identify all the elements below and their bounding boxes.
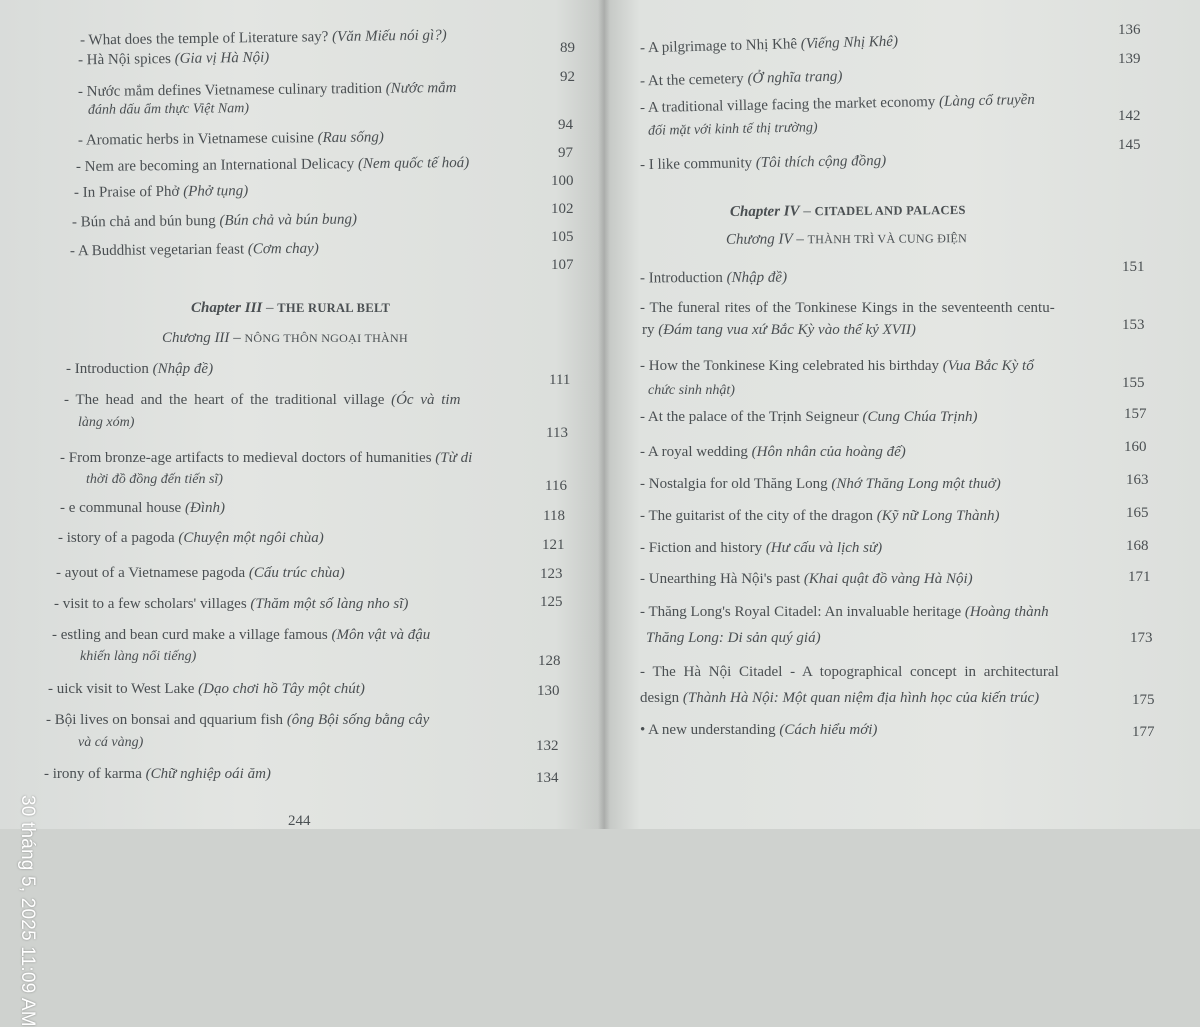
- toc-entry-continued: thời đồ đồng đến tiến sĩ): [86, 472, 223, 487]
- page-number: 171: [1128, 569, 1151, 585]
- toc-entry: - A Buddhist vegetarian feast (Cơm chay): [69, 240, 319, 260]
- page-number: 160: [1124, 439, 1147, 455]
- page-number: 139: [1118, 51, 1141, 67]
- photo-timestamp-watermark: 30 tháng 5, 2025 11:09 AM: [17, 795, 38, 1027]
- toc-entry: - A royal wedding (Hôn nhân của hoàng đế): [640, 444, 906, 460]
- toc-entry-continued: chức sinh nhật): [648, 383, 735, 398]
- toc-entry: - ayout of a Vietnamese pagoda (Cấu trúc chùa): [56, 565, 345, 581]
- chapter-heading: Chapter IV – CITADEL AND PALACES: [729, 202, 966, 221]
- toc-entry: - How the Tonkinese King celebrated his birthday (Vua Bắc Kỳ tổ: [640, 358, 1034, 374]
- toc-entry: - What does the temple of Literature say? (Văn Miếu nói gì?): [79, 27, 447, 49]
- toc-entry-continued: ry (Đám tang vua xứ Bắc Kỳ vào thế kỷ XVII): [642, 322, 916, 338]
- toc-entry-continued: đánh dấu ẩm thực Việt Nam): [87, 101, 250, 118]
- toc-entry: - uick visit to West Lake (Dạo chơi hồ Tây một chút): [48, 681, 365, 697]
- page-number: 165: [1126, 505, 1149, 521]
- toc-entry: - Introduction (Nhập đề): [66, 361, 214, 377]
- page-number: 94: [558, 117, 573, 133]
- left-page: [0, 0, 604, 829]
- toc-entry-continued: đối mặt với kinh tế thị trường): [647, 120, 818, 139]
- page-number: 105: [551, 229, 574, 245]
- toc-entry: - The funeral rites of the Tonkinese Kings in the seventeenth centu-: [640, 300, 1055, 316]
- toc-entry: - At the palace of the Trịnh Seigneur (Cung Chúa Trịnh): [640, 409, 978, 425]
- right-page: [604, 0, 1200, 829]
- toc-entry: - A pilgrimage to Nhị Khê (Viếng Nhị Khê): [639, 33, 899, 57]
- page-number: 175: [1132, 692, 1155, 708]
- folio-number: 244: [288, 813, 311, 829]
- toc-entry: - Thăng Long's Royal Citadel: An invaluable heritage (Hoàng thành: [640, 604, 1049, 620]
- toc-entry: - The head and the heart of the traditional village (Óc và tim: [64, 392, 461, 408]
- page-number: 142: [1118, 108, 1141, 124]
- page-number: 118: [543, 508, 565, 524]
- chapter-heading: Chapter III – THE RURAL BELT: [191, 300, 391, 316]
- page-number: 97: [558, 145, 573, 161]
- page-number: 107: [551, 257, 574, 273]
- toc-entry-continued: Thăng Long: Di sản quý giá): [646, 630, 821, 646]
- chapter-heading-vi: Chương IV – THÀNH TRÌ VÀ CUNG ĐIỆN: [725, 231, 968, 248]
- page-number: 116: [545, 478, 567, 494]
- page-number: 113: [546, 425, 568, 441]
- toc-entry-continued: làng xóm): [78, 415, 135, 430]
- page-number: 132: [536, 738, 559, 754]
- toc-entry: - The Hà Nội Citadel - A topographical concept in architectural: [640, 664, 1059, 680]
- toc-entry: - visit to a few scholars' villages (Thăm một số làng nho sĩ): [54, 596, 409, 612]
- toc-entry: - From bronze-age artifacts to medieval doctors of humanities (Từ di: [60, 450, 473, 466]
- page-number: 134: [536, 770, 559, 786]
- toc-entry: - e communal house (Đình): [60, 500, 225, 516]
- page-number: 163: [1126, 472, 1149, 488]
- book-gutter: [598, 0, 610, 829]
- toc-entry: - Fiction and history (Hư cấu và lịch sử): [640, 540, 883, 556]
- toc-entry: - In Praise of Phở (Phở tụng): [73, 183, 249, 201]
- toc-entry: • A new understanding (Cách hiểu mới): [640, 722, 878, 738]
- toc-entry: - Bún chả and bún bung (Bún chả và bún bung): [71, 211, 358, 231]
- toc-entry: - estling and bean curd make a village famous (Môn vật và đậu: [52, 627, 431, 643]
- page-number: 102: [551, 201, 574, 217]
- page-number: 145: [1118, 137, 1141, 153]
- toc-entry: - istory of a pagoda (Chuyện một ngôi chùa): [58, 530, 324, 546]
- page-number: 89: [560, 40, 575, 56]
- toc-entry: - Nostalgia for old Thăng Long (Nhớ Thăng Long một thuở): [640, 476, 1001, 492]
- page-number: 92: [560, 69, 575, 85]
- chapter-heading-vi: Chương III – NÔNG THÔN NGOẠI THÀNH: [162, 330, 408, 346]
- toc-entry: - A traditional village facing the market economy (Làng cổ truyền: [639, 91, 1036, 117]
- page-number: 155: [1122, 375, 1145, 391]
- page-number: 153: [1122, 317, 1145, 333]
- page-number: 128: [538, 653, 561, 669]
- toc-entry: - Hà Nội spices (Gia vị Hà Nội): [77, 49, 270, 69]
- page-number: 130: [537, 683, 560, 699]
- toc-entry-continued: và cá vàng): [78, 735, 144, 750]
- toc-entry: - The guitarist of the city of the dragon (Kỹ nữ Long Thành): [640, 508, 1000, 524]
- page-number: 151: [1122, 259, 1145, 275]
- toc-entry: - Nước mắm defines Vietnamese culinary tradition (Nước mắm: [77, 80, 457, 100]
- toc-entry: - Introduction (Nhập đề): [639, 269, 788, 287]
- page-number: 121: [542, 537, 565, 553]
- toc-entry-continued: design (Thành Hà Nội: Một quan niệm địa hình học của kiến trúc): [640, 690, 1040, 706]
- page-number: 100: [551, 173, 574, 189]
- toc-entry: - Nem are becoming an International Delicacy (Nem quốc tế hoá): [75, 154, 470, 176]
- toc-entry: - Aromatic herbs in Vietnamese cuisine (Rau sống): [77, 129, 384, 149]
- page-number: 111: [549, 372, 571, 388]
- page-number: 157: [1124, 406, 1147, 422]
- page-number: 168: [1126, 538, 1149, 554]
- page-number: 177: [1132, 724, 1155, 740]
- toc-entry: - Bội lives on bonsai and qquarium fish (ông Bội sống bằng cây: [46, 712, 430, 728]
- page-number: 173: [1130, 630, 1153, 646]
- page-number: 123: [540, 566, 563, 582]
- toc-entry: - I like community (Tôi thích cộng đồng): [639, 152, 887, 174]
- page-number: 125: [540, 594, 563, 610]
- toc-entry-continued: khiến làng nổi tiếng): [80, 649, 197, 664]
- toc-entry: - irony of karma (Chữ nghiệp oái ăm): [44, 766, 271, 782]
- page-number: 136: [1118, 22, 1141, 38]
- toc-entry: - At the cemetery (Ở nghĩa trang): [639, 68, 843, 90]
- toc-entry: - Unearthing Hà Nội's past (Khai quật đồ vàng Hà Nội): [640, 571, 973, 587]
